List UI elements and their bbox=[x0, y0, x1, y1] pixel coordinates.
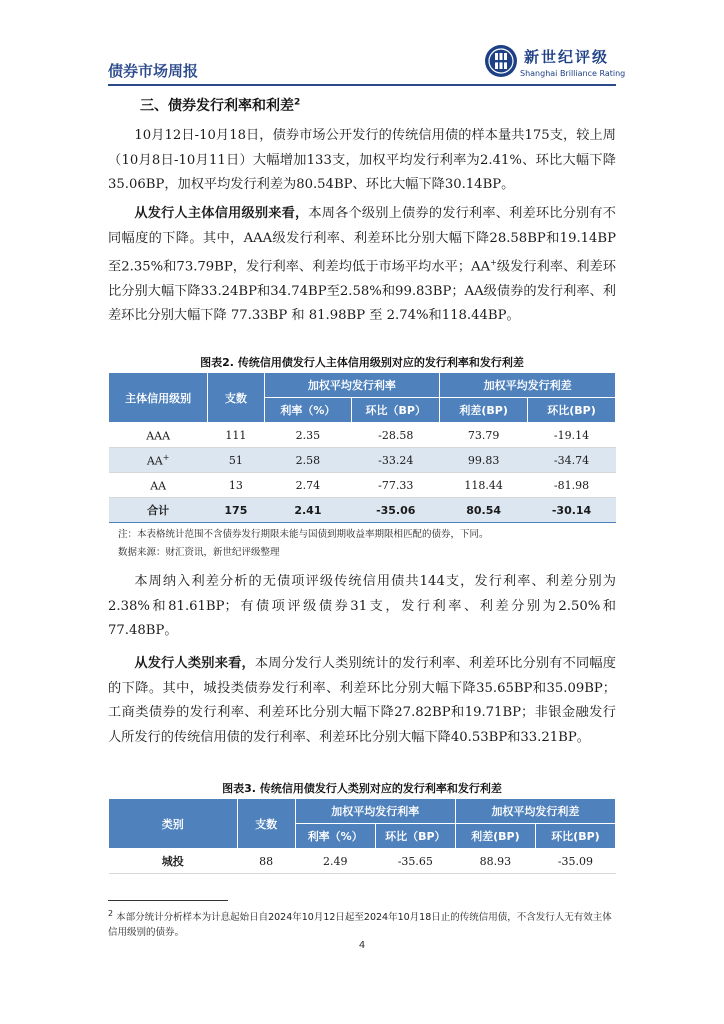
paragraph-text: 本周分发行人类别统计的发行利率、利差环比分别有不同幅度的下降。其中，城投类债券发行利率、利差环比分别大幅下降35.65BP和35.09BP；工商类债券的发行利率、利差环比分别大幅下降27.82BP和19.71BP；非银金融发行人所发行的传统信用债的发行利率、利差环比分别大幅下降40.53BP和33.21BP。 bbox=[108, 656, 616, 745]
cell-rate: 2.74 bbox=[264, 473, 352, 498]
header-spread: 利差(BP) bbox=[440, 398, 528, 423]
paragraph-text: 级发行利率、利差环比分别大幅下降33.24BP和34.74BP至2.58%和99.83BP；AA级债券的发行利率、利差环比分别大幅下降 77.33BP 和 81.98BP 至 2.74%和118.44BP。 bbox=[108, 259, 616, 324]
cell-rate: 2.49 bbox=[295, 849, 375, 874]
rating-rate-table bbox=[108, 372, 616, 523]
cell-spread-change: -35.09 bbox=[535, 849, 615, 874]
cell-spread-change: -34.74 bbox=[528, 448, 616, 473]
cell-count: 88 bbox=[237, 849, 295, 874]
cell-spread: 99.83 bbox=[440, 448, 528, 473]
page-number: 4 bbox=[358, 940, 366, 951]
header-rate: 利率（%） bbox=[264, 398, 352, 423]
paragraph-rating-coverage: 本周纳入利差分析的无债项评级传统信用债共144支，发行利率、利差分别为2.38%和81.61BP；有债项评级债券31支，发行利率、利差分别为2.50%和77.48BP。 bbox=[108, 574, 616, 638]
cell-spread-change: -19.14 bbox=[528, 423, 616, 448]
header-rate-group: 加权平均发行利率 bbox=[295, 799, 455, 824]
cell-rate: 2.41 bbox=[264, 498, 352, 523]
table-row bbox=[109, 849, 616, 874]
header-rate: 利率（%） bbox=[295, 824, 375, 849]
cell-grade: 合计 bbox=[109, 498, 208, 523]
header-spread-change: 环比(BP) bbox=[528, 398, 616, 423]
header-count: 支数 bbox=[208, 373, 264, 423]
table-row bbox=[109, 423, 616, 448]
table2-note: 注：本表格统计范围不含债券发行期限未能与国债到期收益率期限相匹配的债券，下同。 bbox=[118, 529, 489, 540]
cell-rate-change: -33.24 bbox=[352, 448, 440, 473]
header-rate-group: 加权平均发行利率 bbox=[264, 373, 440, 398]
header-spread-change: 环比(BP) bbox=[535, 824, 615, 849]
paragraph-by-rating bbox=[108, 202, 616, 329]
header-category: 类别 bbox=[109, 799, 238, 849]
header-spread: 利差(BP) bbox=[455, 824, 535, 849]
cell-rate: 2.35 bbox=[264, 423, 352, 448]
section-title: 三、债券发行利率和利差 bbox=[140, 98, 294, 114]
cell-spread: 88.93 bbox=[455, 849, 535, 874]
logo-chinese-name: 新世纪评级 bbox=[524, 48, 610, 66]
cell-grade: AAA bbox=[109, 423, 208, 448]
paragraph-lead: 从发行人类别来看， bbox=[134, 656, 255, 671]
cell-rate-change: -35.06 bbox=[352, 498, 440, 523]
table2-source: 数据来源：财汇资讯，新世纪评级整理 bbox=[118, 547, 280, 558]
footnote-mark: 2 bbox=[108, 909, 114, 918]
cell-count: 51 bbox=[208, 448, 264, 473]
cell-spread-change: -81.98 bbox=[528, 473, 616, 498]
header-spread-group: 加权平均发行利差 bbox=[455, 799, 615, 824]
table-total-row bbox=[109, 498, 616, 523]
cell-count: 111 bbox=[208, 423, 264, 448]
cell-rate: 2.58 bbox=[264, 448, 352, 473]
header-divider bbox=[108, 84, 616, 86]
header-spread-group: 加权平均发行利差 bbox=[440, 373, 616, 398]
cell-rate-change: -77.33 bbox=[352, 473, 440, 498]
brilliance-logo-icon bbox=[484, 44, 518, 78]
cell-grade: AA bbox=[109, 473, 208, 498]
paragraph-text: 本周各个级别上债券的发行利率、利差环比分别有不同幅度的下降。其中，AAA级发行利率、利差环比分别大幅下降28.58BP和19.14BP至2.35%和73.79BP，发行利率、利差均低于市场平均水平；AA bbox=[108, 206, 616, 275]
footnote-ref: 2 bbox=[294, 97, 301, 108]
cell-rate-change: -28.58 bbox=[352, 423, 440, 448]
cell-spread: 80.54 bbox=[440, 498, 528, 523]
header-rate-change: 环比（BP） bbox=[352, 398, 440, 423]
header-rating: 主体信用级别 bbox=[109, 373, 208, 423]
cell-count: 175 bbox=[208, 498, 264, 523]
report-title: 债券市场周报 bbox=[108, 62, 199, 80]
logo-english-name: Shanghai Brilliance Rating bbox=[520, 69, 626, 78]
footnote-divider bbox=[108, 900, 228, 901]
table3-caption: 图表3. 传统信用债发行人类别对应的发行利率和发行利差 bbox=[222, 782, 502, 795]
cell-rate-change: -35.65 bbox=[375, 849, 455, 874]
issuer-type-rate-table bbox=[108, 798, 616, 874]
cell-spread: 118.44 bbox=[440, 473, 528, 498]
section-heading bbox=[140, 95, 300, 115]
cell-category: 城投 bbox=[109, 849, 238, 874]
table2-caption: 图表2. 传统信用债发行人主体信用级别对应的发行利率和发行利差 bbox=[200, 356, 524, 369]
paragraph-by-issuer-type bbox=[108, 652, 616, 750]
table-row bbox=[109, 448, 616, 473]
table-row bbox=[109, 473, 616, 498]
footnote-text: 本部分统计分析样本为计息起始日自2024年10月12日起至2024年10月18日止的传统信用债，不含发行人无有效主体信用级别的债券。 bbox=[108, 912, 612, 939]
header-count: 支数 bbox=[237, 799, 295, 849]
footnote bbox=[108, 906, 616, 940]
paragraph-lead: 从发行人主体信用级别来看， bbox=[134, 206, 309, 221]
cell-spread: 73.79 bbox=[440, 423, 528, 448]
cell-count: 13 bbox=[208, 473, 264, 498]
paragraph-overview: 10月12日-10月18日，债券市场公开发行的传统信用债的样本量共175支，较上周（10月8日-10月11日）大幅增加133支，加权平均发行利率为2.41%、环比大幅下降35.06BP，加权平均发行利差为80.54BP、环比大幅下降30.14BP。 bbox=[108, 128, 616, 192]
superscript-plus: + bbox=[490, 258, 497, 267]
cell-grade: AA+ bbox=[109, 448, 208, 473]
cell-spread-change: -30.14 bbox=[528, 498, 616, 523]
header-rate-change: 环比（BP） bbox=[375, 824, 455, 849]
